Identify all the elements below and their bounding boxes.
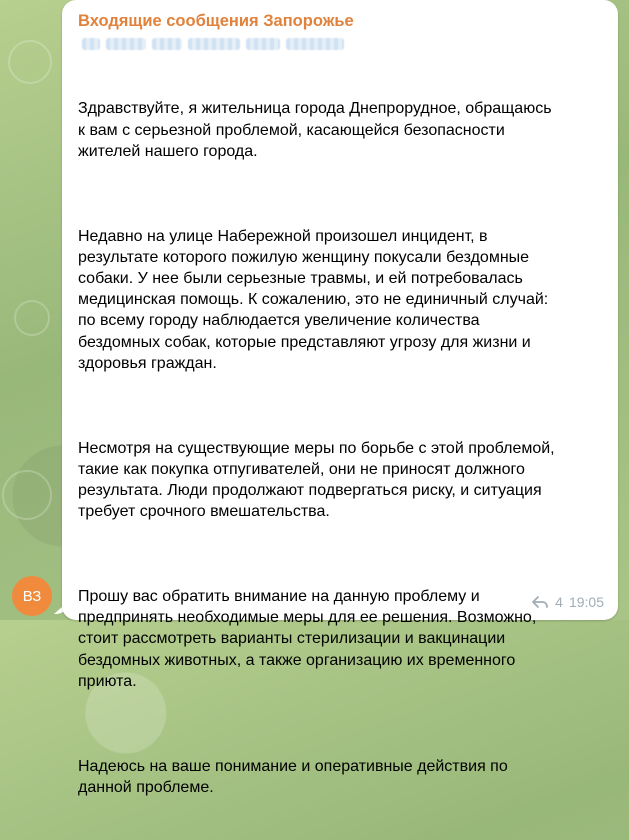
redacted-subtitle xyxy=(82,36,600,52)
reply-arrow-icon xyxy=(531,595,549,609)
message-paragraph: Надеюсь на ваше понимание и оперативные действия по данной проблеме. xyxy=(78,757,508,796)
wallpaper-doodle xyxy=(8,40,52,84)
redacted-block xyxy=(188,38,240,50)
wallpaper-doodle xyxy=(14,300,50,336)
redacted-block xyxy=(82,38,100,50)
message-paragraph: Несмотря на существующие меры по борьбе с этой проблемой, такие как покупка отпугивателей, они не приносят должного результата. Люди продолжают подвергаться риску, и ситуация требует срочного вмешательства. xyxy=(78,439,555,521)
message-meta xyxy=(531,594,604,610)
redacted-block xyxy=(246,38,280,50)
redacted-block xyxy=(152,38,182,50)
redacted-block xyxy=(106,38,146,50)
redacted-block xyxy=(286,38,344,50)
message-paragraph: Недавно на улице Набережной произошел инцидент, в результате которого пожилую женщину покусали бездомные собаки. У нее были серьезные травмы, и ей потребовалась медицинская помощь. К сожалению, это не единичный случай: по всему городу наблюдается увеличение количества бездомных собак, которые представляют угрозу для жизни и здоровья граждан. xyxy=(78,227,549,372)
message-bubble[interactable] xyxy=(62,0,618,796)
forward-count: 4 xyxy=(555,594,563,610)
sender-name[interactable]: Входящие сообщения Запорожье xyxy=(78,12,354,30)
message-time: 19:05 xyxy=(568,594,604,610)
wallpaper-doodle xyxy=(2,470,52,520)
message-paragraph: Здравствуйте, я жительница города Днепрорудное, обращаюсь к вам с серьезной проблемой, касающейся безопасности жителей нашего города. xyxy=(78,100,552,160)
message-paragraph: Прошу вас обратить внимание на данную проблему и предпринять необходимые меры для ее решения. Возможно, стоит рассмотреть варианты стерилизации и вакцинации бездомных животных, а также организацию их временного приюта. xyxy=(78,588,537,690)
avatar[interactable]: ВЗ xyxy=(12,576,52,616)
message-text xyxy=(78,56,598,840)
